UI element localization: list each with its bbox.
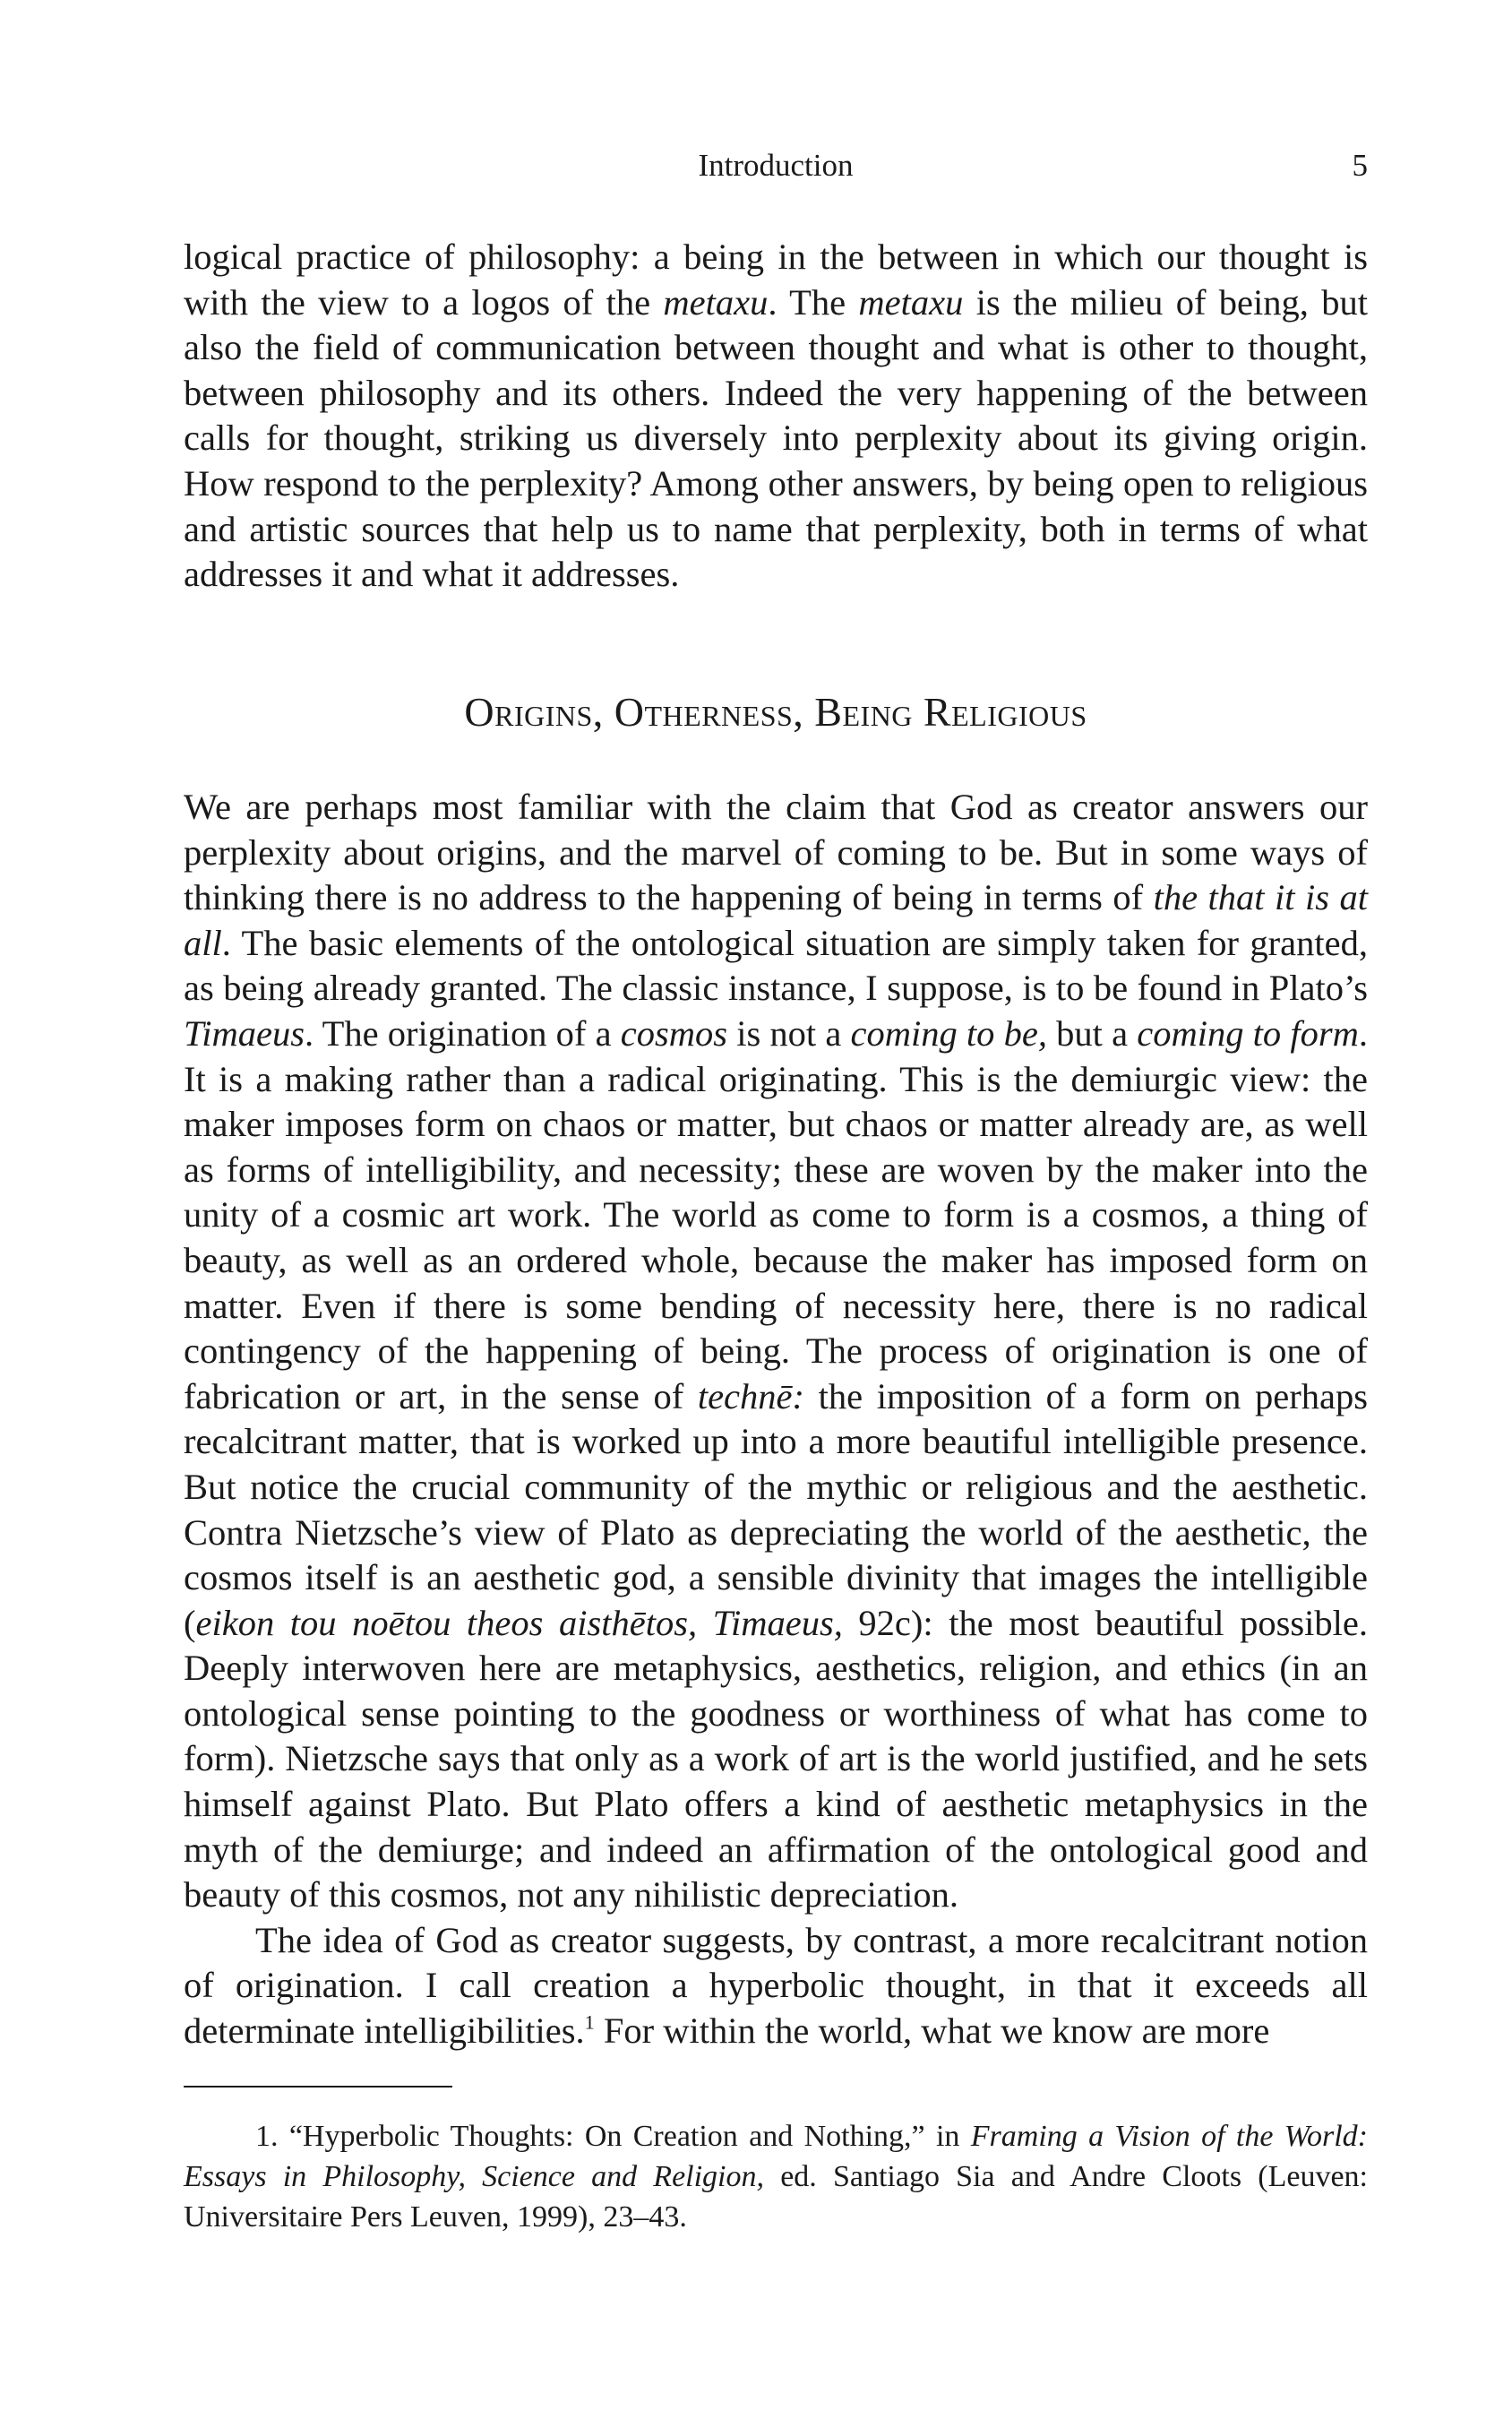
paragraph-2: The idea of God as creator suggests, by contrast, a more recalcitrant notion of origination. I call creation a hyperbolic thought, in that it exceeds all determinate intelligibilities.$^1$ For within the world, what we know are more xyxy=(184,1919,1368,2052)
section-heading: Origins, Otherness, Being Religious xyxy=(464,689,1087,735)
paragraph-1: We are perhaps most familiar with the claim that God as creator answers our perplexity about origins, and the marvel of coming to be. But in some ways of thinking there is no address to the happening of being in terms of the that it is at all. The basic elements of the ontological situation are simply taken for granted, as being already granted. The classic instance, I suppose, is to be found in Plato’s Timaeus. The origination of a cosmos is not a coming to be, but a coming to form. It is a making rather than a radical originating. This is the demiurgic view: the maker imposes form on chaos or matter, but chaos or matter already are, as well as forms of intelligibility, and necessity; these are woven by the maker into the unity of a cosmic art work. The world as come to form is a cosmos, a thing of beauty, as well as an ordered whole, because the maker has imposed form on matter. Even if there is some bending of necessity here, there is no radical contingency of the happening of being. The process of origination is one of fabrication or art, in the sense of technē: the imposition of a form on perhaps recalcitrant matter, that is worked up into a more beautiful intelligible presence. But notice the crucial community of the mythic or religious and the aesthetic. Contra Nietzsche’s view of Plato as depreciating the world of the aesthetic, the cosmos itself is an aesthetic god, a sensible divinity that images the intelligible (eikon tou noētou theos aisthētos, Timaeus, 92c): the most beautiful possible. Deeply interwoven here are metaphysics, aesthetics, religion, and ethics (in an ontological sense pointing to the goodness or worthiness of what has come to form). Nietzsche says that only as a work of art is the world justified, and he sets himself against Plato. But Plato offers a kind of aesthetic metaphysics in the myth of the demiurge; and indeed an affirmation of the ontological good and beauty of this cosmos, not any nihilistic depreciation. xyxy=(184,787,1368,1915)
running-title: Introduction xyxy=(698,148,854,183)
paragraph-text: logical practice of philosophy: a being in the between in which our thought is with the view to a logos of the metaxu. The metaxu is the milieu of being, but also the field of communication between thought and what is other to thought, between philosophy and its others. Indeed the very happening of the between calls for thought, striking us diversely into perplexity about its giving origin. How respond to the perplexity? Among other answers, by being open to religious and artistic sources that help us to name that perplexity, both in terms of what addresses it and what it addresses. xyxy=(184,237,1368,595)
footnote-1: 1. “Hyperbolic Thoughts: On Creation and Nothing,” in Framing a Vision of the World: Essays in Philosophy, Science and Religion, ed. Santiago Sia and Andre Cloots (Leuven: Universitaire Pers Leuven, 1999), 23–43. xyxy=(184,2120,1368,2234)
section-body xyxy=(184,785,1368,2054)
page-number: 5 xyxy=(1352,148,1368,183)
continued-paragraph xyxy=(184,235,1368,598)
footnote-divider xyxy=(184,2086,452,2088)
running-head xyxy=(184,143,1368,188)
footnote-reference: 1 xyxy=(584,2010,595,2034)
